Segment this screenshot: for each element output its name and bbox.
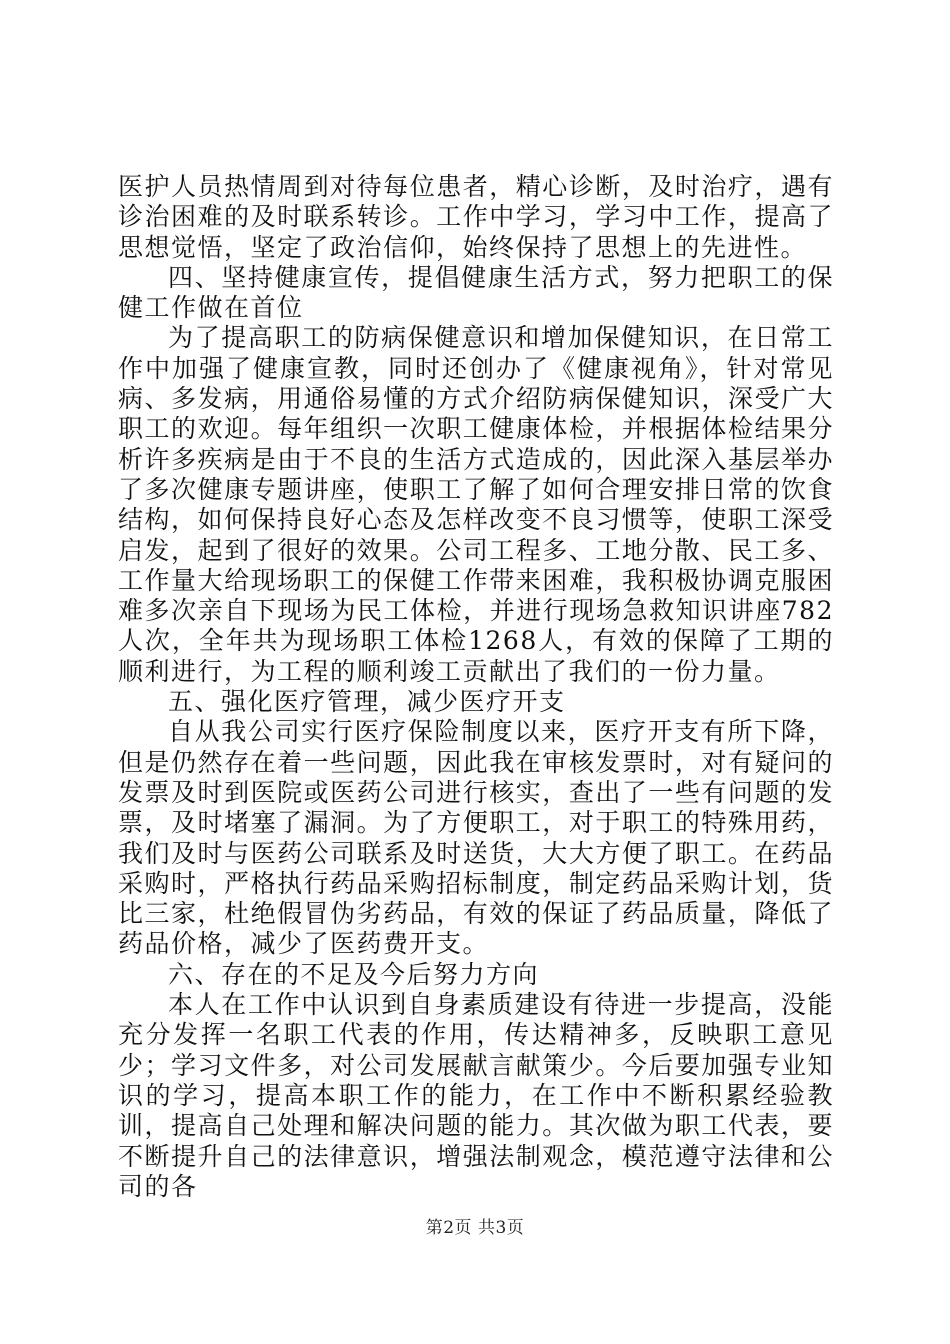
section-heading-4: 四、坚持健康宣传，提倡健康生活方式，努力把职工的保健工作做在首位 [118, 262, 834, 323]
document-body [118, 172, 834, 1202]
paragraph-shortcomings: 本人在工作中认识到自身素质建设有待进一步提高，没能充分发挥一名职工代表的作用，传达精神多，反映职工意见少；学习文件多，对公司发展献言献策少。今后要加强专业知识的学习，提高本职工作的能力，在工作中不断积累经验教训，提高自己处理和解决问题的能力。其次做为职工代表，要不断提升自己的法律意识，增强法制观念，模范遵守法律和公司的各 [118, 990, 834, 1201]
paragraph-health-promotion: 为了提高职工的防病保健意识和增加保健知识，在日常工作中加强了健康宣教，同时还创办了《健康视角》，针对常见病、多发病，用通俗易懂的方式介绍防病保健知识，深受广大职工的欢迎。每年组织一次职工健康体检，并根据体检结果分析许多疾病是由于不良的生活方式造成的，因此深入基层举办了多次健康专题讲座，使职工了解了如何合理安排日常的饮食结构，如何保持良好心态及怎样改变不良习惯等，使职工深受启发，起到了很好的效果。公司工程多、工地分散、民工多、工作量大给现场职工的保健工作带来困难，我积极协调克服困难多次亲自下现场为民工体检，并进行现场急救知识讲座782人次，全年共为现场职工体检1268人，有效的保障了工期的顺利进行，为工程的顺利竣工贡献出了我们的一份力量。 [118, 323, 834, 686]
section-heading-5: 五、强化医疗管理，减少医疗开支 [168, 687, 566, 717]
section-heading-6: 六、存在的不足及今后努力方向 [168, 959, 540, 989]
page-number-footer: 第2页 共3页 [425, 1218, 525, 1238]
paragraph-medical-management: 自从我公司实行医疗保险制度以来，医疗开支有所下降，但是仍然存在着一些问题，因此我在审核发票时，对有疑问的发票及时到医院或医药公司进行核实，查出了一些有问题的发票，及时堵塞了漏洞。为了方便职工，对于职工的特殊用药，我们及时与医药公司联系及时送货，大大方便了职工。在药品采购时，严格执行药品采购招标制度，制定药品采购计划，货比三家，杜绝假冒伪劣药品，有效的保证了药品质量，降低了药品价格，减少了医药费开支。 [118, 717, 834, 959]
paragraph-continuation: 医护人员热情周到对待每位患者，精心诊断，及时治疗，遇有诊治困难的及时联系转诊。工作中学习，学习中工作，提高了思想觉悟，坚定了政治信仰，始终保持了思想上的先进性。 [118, 172, 834, 262]
